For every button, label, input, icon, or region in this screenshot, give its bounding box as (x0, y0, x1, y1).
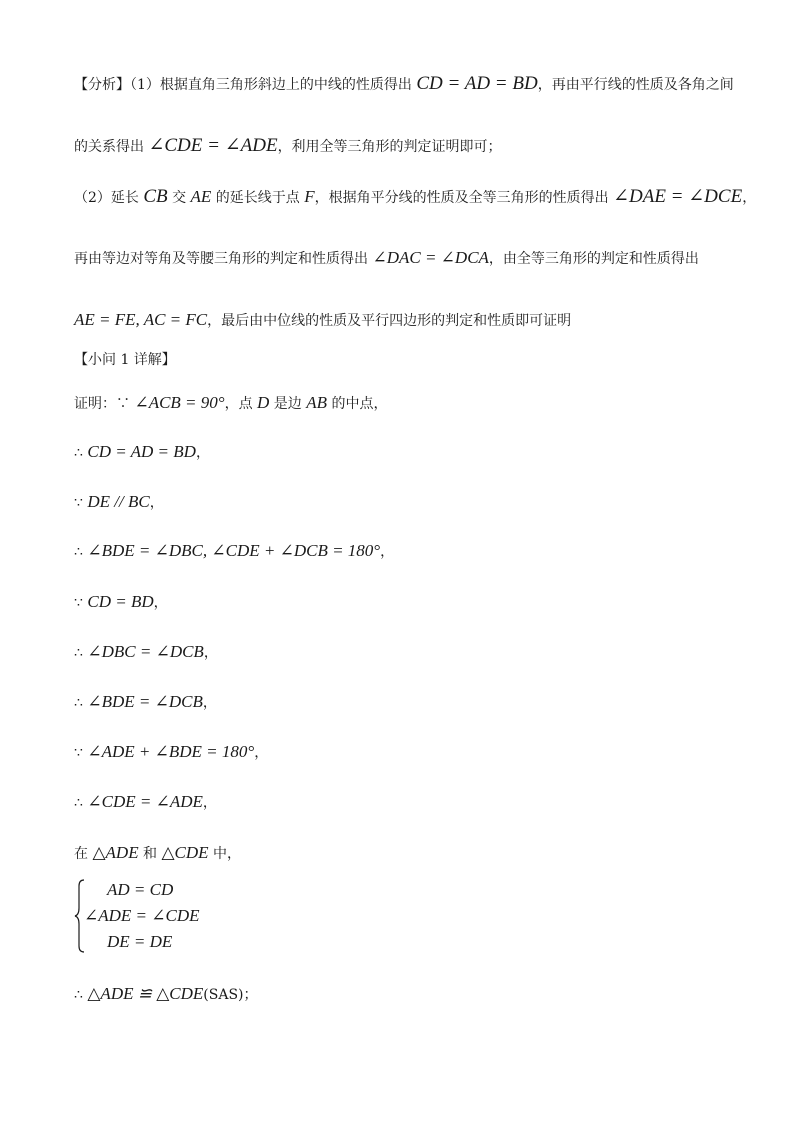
math: ∠DAC = ∠DCA (372, 248, 489, 267)
math: ∠ACB = 90° (134, 393, 225, 412)
section-heading (74, 350, 176, 370)
text: ∴ (74, 445, 88, 461)
text: ，利用全等三角形的判定证明即可； (277, 139, 502, 155)
system-row-3: DE = DE (107, 932, 173, 951)
analysis-line-4 (74, 248, 699, 269)
text: ∴ (74, 645, 88, 661)
text: ， (149, 495, 164, 511)
proof-line-5 (74, 592, 168, 613)
math: ∠BDE = ∠DBC, ∠CDE + ∠DCB = 180° (87, 541, 381, 560)
text: 证明：∵ (74, 396, 135, 412)
text: （2）延长 (74, 190, 144, 206)
proof-line-3 (74, 492, 164, 513)
text: 再由等边对等角及等腰三角形的判定和性质得出 (74, 251, 373, 267)
analysis-line-3 (74, 187, 756, 208)
math: ∠DBC = ∠DCB (87, 642, 204, 661)
text: ∵ (74, 595, 88, 611)
text: ， (153, 595, 168, 611)
text: ∴ (74, 695, 88, 711)
text: 和 (138, 846, 162, 862)
text: ，再由平行线的性质及各角之间 (537, 77, 734, 93)
proof-line-1 (74, 393, 387, 414)
text: 的关系得出 (74, 139, 149, 155)
proof-line-4 (74, 541, 394, 562)
math: ∠CDE = ∠ADE (87, 792, 203, 811)
system-row-1: AD = CD (107, 880, 174, 899)
analysis-line-1 (74, 74, 734, 95)
text: 交 (167, 190, 191, 206)
math: AE = FE, AC = FC (74, 310, 208, 329)
text: ， (742, 190, 757, 206)
text: ∴ (74, 795, 88, 811)
text: ， (195, 445, 210, 461)
math: △CDE (161, 843, 209, 862)
text: ，由全等三角形的判定和性质得出 (488, 251, 699, 267)
math: AB (306, 393, 327, 412)
math: ∠CDE = ∠ADE (148, 135, 278, 156)
heading-text: 【小问 1 详解】 (74, 352, 176, 368)
math: ∠DAE = ∠DCE (613, 186, 743, 207)
math: AE (190, 187, 212, 206)
system-row-2: ∠ADE = ∠CDE (84, 906, 200, 925)
text: ， (380, 544, 395, 560)
equation-system (74, 878, 254, 954)
text: ∵ (74, 495, 88, 511)
proof-line-10 (74, 843, 241, 864)
math: DE // BC (87, 492, 150, 511)
math: CD = BD (87, 592, 154, 611)
text: ∴ (74, 987, 88, 1003)
math: △ADE ≌ △CDE (87, 984, 204, 1003)
math: ∠BDE = ∠DCB (87, 692, 203, 711)
analysis-line-2 (74, 136, 502, 157)
text: ，最后由中位线的性质及平行四边形的判定和性质即可证明 (207, 313, 572, 329)
math: CD = AD = BD (87, 442, 196, 461)
proof-line-2 (74, 442, 210, 463)
proof-line-7 (74, 692, 217, 713)
math: CD = AD = BD (416, 73, 538, 94)
text: ， (202, 695, 217, 711)
proof-line-6 (74, 642, 218, 663)
text: ， (203, 645, 218, 661)
text: ，点 (224, 396, 258, 412)
math: ∠ADE + ∠BDE = 180° (87, 742, 255, 761)
text: (SAS)； (203, 987, 258, 1003)
text: ∵ (74, 745, 88, 761)
text: 【分析】（1）根据直角三角形斜边上的中线的性质得出 (74, 77, 417, 93)
analysis-line-5 (74, 310, 571, 331)
text: ， (202, 795, 217, 811)
text: 的延长线于点 (211, 190, 305, 206)
math: D (257, 393, 270, 412)
text: 中， (208, 846, 242, 862)
text: ， (254, 745, 269, 761)
proof-line-8 (74, 742, 268, 763)
text: 的中点， (327, 396, 388, 412)
math: CB (143, 186, 168, 207)
text: 在 (74, 846, 93, 862)
proof-conclusion (74, 984, 258, 1005)
text: 是边 (269, 396, 307, 412)
math: F (304, 187, 315, 206)
text: ∴ (74, 544, 88, 560)
text: ，根据角平分线的性质及全等三角形的性质得出 (314, 190, 614, 206)
proof-line-9 (74, 792, 217, 813)
math: △ADE (92, 843, 139, 862)
